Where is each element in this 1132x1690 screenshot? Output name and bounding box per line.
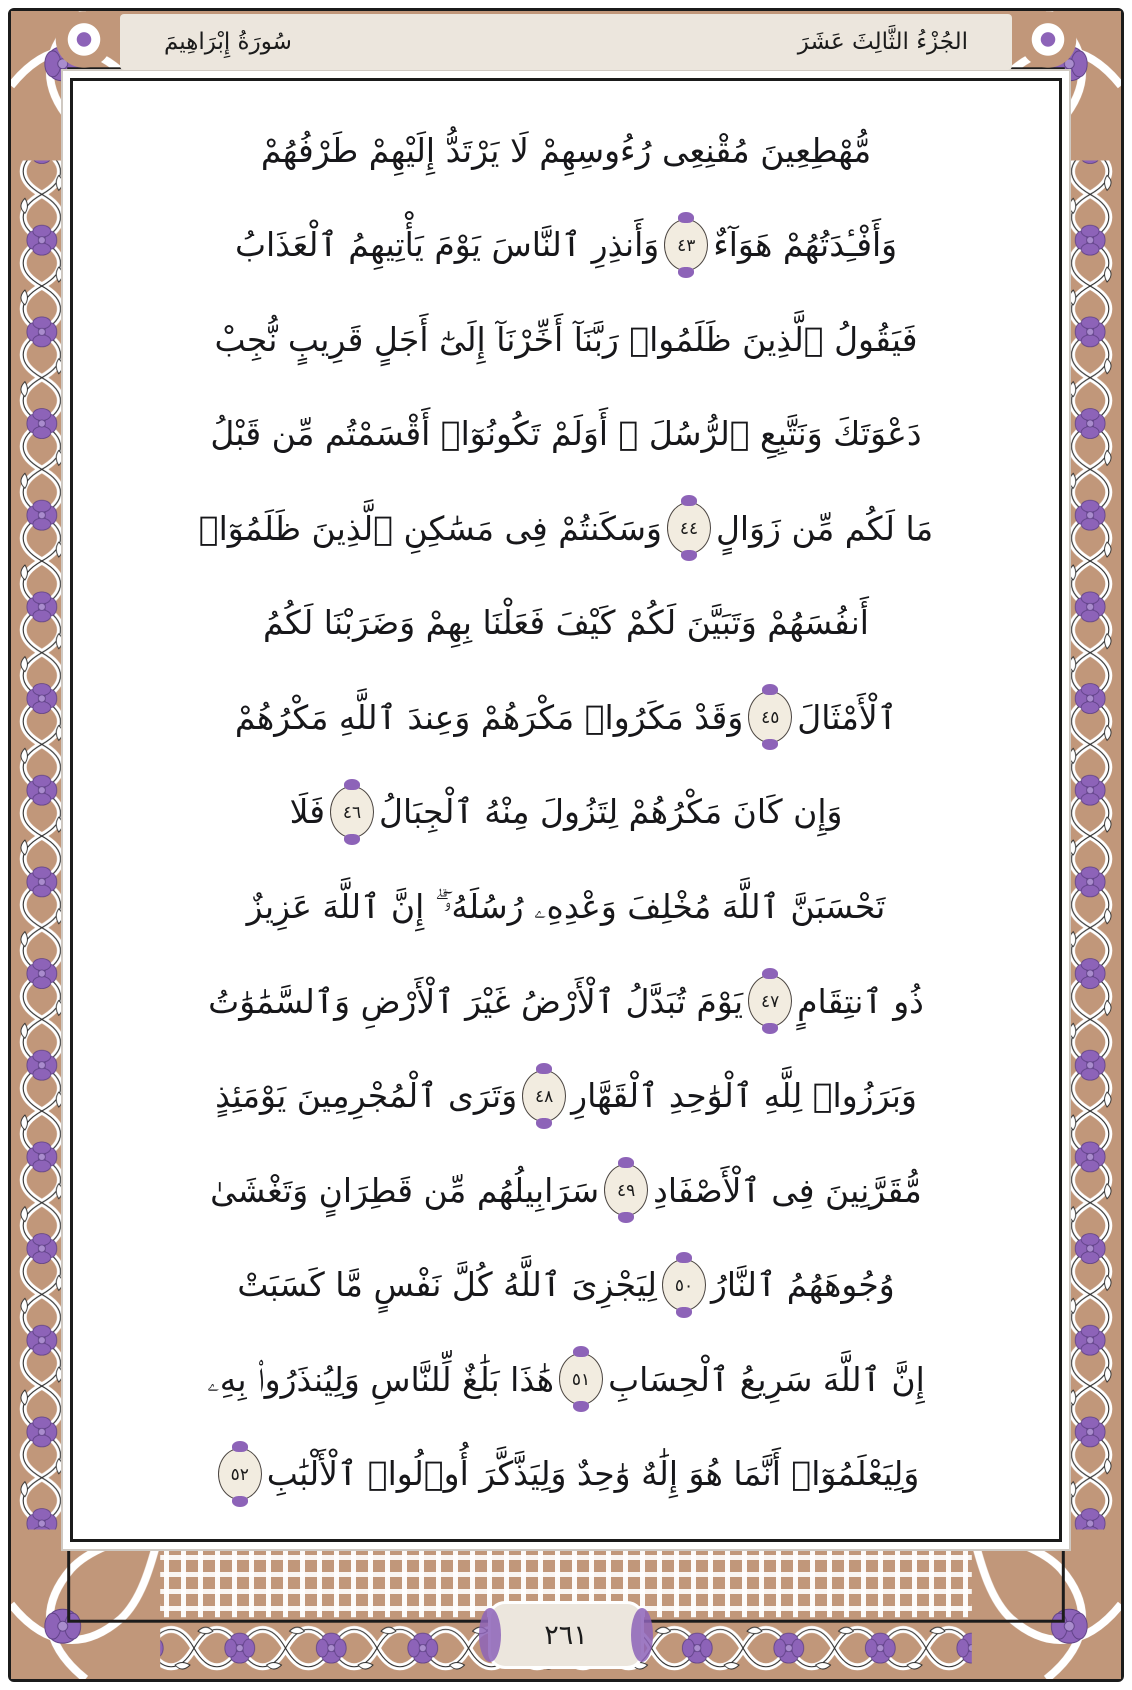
ayah-line	[108, 1241, 1024, 1329]
ayah-number: ٥٢	[230, 1464, 249, 1485]
ayah-line	[108, 1146, 1024, 1234]
ayah-number-marker	[218, 1448, 262, 1500]
ayah-text: وَأَنذِرِ ٱلنَّاسَ يَوْمَ يَأْتِيهِمُ ٱلْعَذَابُ	[234, 225, 660, 265]
ayah-number-marker	[664, 219, 708, 271]
ayah-text: فَلَا	[289, 792, 326, 832]
ayah-text: لِيَجْزِىَ ٱللَّهُ كُلَّ نَفْسٍ مَّا كَسَبَتْ	[237, 1265, 657, 1305]
ayah-text: هَٰذَا بَلَٰغٌ لِّلنَّاسِ وَلِيُنذَرُوا۟ بِهِۦ	[207, 1359, 555, 1399]
ayah-number: ٤٣	[677, 235, 696, 256]
ayah-text: مُّهْطِعِينَ مُقْنِعِى رُءُوسِهِمْ لَا يَرْتَدُّ إِلَيْهِمْ طَرْفُهُمْ	[260, 130, 872, 170]
ayah-line	[108, 768, 1024, 856]
ayah-text: وَإِن كَانَ مَكْرُهُمْ لِتَزُولَ مِنْهُ ٱلْجِبَالُ	[379, 792, 843, 832]
ayah-text: وَسَكَنتُمْ فِى مَسَٰكِنِ ٱلَّذِينَ ظَلَمُوٓا۟	[198, 508, 662, 548]
ayah-number-marker	[662, 1259, 706, 1311]
ayah-line	[108, 201, 1024, 289]
juz-name-label: الجُزْءُ الثَّالِثَ عَشَرَ	[797, 29, 968, 55]
ayah-text: وَقَدْ مَكَرُوا۟ مَكْرَهُمْ وَعِندَ ٱللَّهِ مَكْرُهُمْ	[234, 697, 744, 737]
page-number-label: ٢٦١	[544, 1619, 588, 1651]
ayah-number-marker	[604, 1164, 648, 1216]
ayah-number-marker	[667, 502, 711, 554]
ayah-text: تَحْسَبَنَّ ٱللَّهَ مُخْلِفَ وَعْدِهِۦ رُسُلَهُۥٓ ۗ إِنَّ ٱللَّهَ عَزِيزٌ	[246, 887, 886, 926]
surah-name-label: سُورَةُ إِبْرَاهِيمَ	[164, 29, 292, 55]
ayah-line	[108, 1052, 1024, 1140]
ayah-number: ٥١	[571, 1370, 591, 1391]
ayah-text: وُجُوهَهُمُ ٱلنَّارُ	[710, 1265, 895, 1305]
ayah-text: فَيَقُولُ ٱلَّذِينَ ظَلَمُوا۟ رَبَّنَآ أَخِّرْنَآ إِلَىٰٓ أَجَلٍ قَرِيبٍ نُّجِبْ	[214, 319, 918, 359]
ayah-number: ٤٤	[679, 519, 699, 540]
quran-text-body	[84, 92, 1048, 1528]
ayah-number: ٥٠	[674, 1275, 694, 1296]
ayah-text: يَوْمَ تُبَدَّلُ ٱلْأَرْضُ غَيْرَ ٱلْأَرْضِ وَٱلسَّمَٰوَٰتُ	[208, 981, 744, 1021]
ayah-number: ٤٨	[535, 1086, 554, 1107]
ayah-line	[108, 579, 1024, 667]
ayah-line	[108, 673, 1024, 761]
ayah-text: وَبَرَزُوا۟ لِلَّهِ ٱلْوَٰحِدِ ٱلْقَهَّارِ	[571, 1076, 917, 1116]
ayah-number: ٤٦	[342, 802, 362, 823]
ayah-text: أَنفُسَهُمْ وَتَبَيَّنَ لَكُمْ كَيْفَ فَعَلْنَا بِهِمْ وَضَرَبْنَا لَكُمُ	[263, 603, 869, 643]
ayah-line	[108, 1335, 1024, 1423]
ayah-text: إِنَّ ٱللَّهَ سَرِيعُ ٱلْحِسَابِ	[608, 1359, 925, 1399]
ayah-text: وَتَرَى ٱلْمُجْرِمِينَ يَوْمَئِذٍ	[215, 1076, 518, 1116]
ayah-number: ٤٧	[760, 992, 780, 1013]
ayah-text: سَرَابِيلُهُم مِّن قَطِرَانٍ وَتَغْشَىٰ	[210, 1170, 600, 1210]
ayah-number: ٤٥	[761, 708, 780, 729]
ayah-text: ٱلْأَمْثَالَ	[797, 697, 898, 737]
ayah-number-marker	[522, 1070, 566, 1122]
ayah-line	[108, 484, 1024, 572]
ayah-number-marker	[748, 975, 792, 1027]
ayah-line	[108, 106, 1024, 194]
ayah-text: مُّقَرَّنِينَ فِى ٱلْأَصْفَادِ	[653, 1170, 922, 1210]
ayah-text: مَا لَكُم مِّن زَوَالٍ	[715, 508, 934, 548]
page-number-cartouche	[491, 1604, 641, 1666]
ayah-text: وَلِيَعْلَمُوٓا۟ أَنَّمَا هُوَ إِلَٰهٌ وَٰحِدٌ وَلِيَذَّكَّرَ أُو۟لُوا۟ ٱلْأَلْبَٰبِ	[266, 1454, 920, 1494]
ayah-line	[108, 295, 1024, 383]
ayah-text: وَأَفْـِٔدَتُهُمْ هَوَآءٌ	[713, 225, 898, 265]
ayah-line	[108, 957, 1024, 1045]
ayah-line	[108, 863, 1024, 951]
page-header-band	[120, 14, 1012, 70]
ayah-number-marker	[330, 786, 374, 838]
ayah-number: ٤٩	[616, 1181, 636, 1202]
ayah-line	[108, 390, 1024, 478]
ayah-line	[108, 1430, 1024, 1518]
ayah-number-marker	[559, 1353, 603, 1405]
ayah-text: ذُو ٱنتِقَامٍ	[797, 981, 924, 1021]
ayah-text: دَعْوَتَكَ وَنَتَّبِعِ ٱلرُّسُلَ ۗ أَوَلَمْ تَكُونُوٓا۟ أَقْسَمْتُم مِّن قَبْلُ	[210, 414, 922, 454]
ayah-number-marker	[748, 691, 792, 743]
